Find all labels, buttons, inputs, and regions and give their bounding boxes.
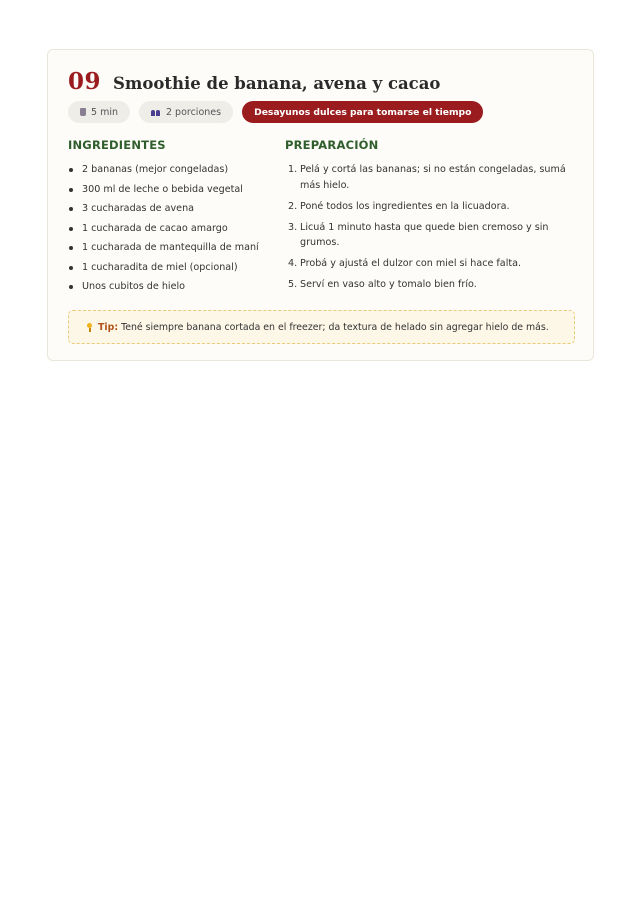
bullet-icon — [69, 227, 73, 231]
time-value: 5 min — [91, 106, 118, 118]
bullet-icon — [69, 246, 73, 250]
recipe-title: Smoothie de banana, avena y cacao — [113, 74, 441, 93]
step-text: Poné todos los ingredientes en la licuadora. — [300, 200, 510, 212]
ingredients-heading: INGREDIENTES — [68, 138, 166, 152]
time-badge — [68, 101, 130, 123]
people-icon — [151, 109, 161, 116]
bullet-icon — [69, 168, 73, 172]
ingredient-text: 300 ml de leche o bebida vegetal — [82, 183, 243, 195]
step-item — [285, 277, 575, 293]
ingredient-item — [68, 279, 268, 299]
bullet-icon — [69, 207, 73, 211]
bullet-icon — [69, 266, 73, 270]
ingredient-text: 3 cucharadas de avena — [82, 203, 195, 214]
tip-text: Tené siempre banana cortada en el freezer; da textura de helado sin agregar hielo de más. — [121, 321, 549, 333]
preparation-steps — [285, 162, 575, 298]
step-text: Pelá y cortá las bananas; si no están congeladas, sumá más hielo. — [300, 164, 566, 191]
ingredient-text: 1 cucharada de mantequilla de maní — [82, 242, 259, 253]
step-number: 1. — [288, 164, 298, 175]
servings-badge — [139, 101, 233, 123]
ingredient-item — [68, 182, 268, 202]
ingredient-item — [68, 162, 268, 182]
step-text: Probá y ajustá el dulzor con miel si hace falta. — [300, 258, 522, 269]
step-item — [285, 162, 575, 193]
preparation-heading: PREPARACIÓN — [285, 138, 379, 152]
ingredient-text: 2 bananas (mejor congeladas) — [82, 164, 229, 175]
ingredient-item — [68, 260, 268, 280]
recipe-card — [47, 49, 594, 361]
ingredient-item — [68, 240, 268, 260]
ingredient-text: 1 cucharada de cacao amargo — [82, 222, 228, 234]
tip-box — [68, 310, 575, 344]
cup-icon — [80, 108, 86, 116]
servings-value: 2 porciones — [165, 106, 222, 118]
step-item — [285, 220, 575, 251]
category-label: Desayunos dulces para tomarse el tiempo — [254, 106, 472, 118]
step-number: 2. — [288, 200, 298, 212]
ingredient-item — [68, 221, 268, 241]
bullet-icon — [69, 188, 73, 192]
ingredient-text: 1 cucharadita de miel (opcional) — [82, 261, 238, 273]
step-number: 3. — [288, 221, 298, 233]
step-item — [285, 199, 575, 215]
step-text: Serví en vaso alto y tomalo bien frío. — [300, 279, 477, 290]
step-number: 4. — [288, 258, 298, 269]
ingredient-item — [68, 201, 268, 221]
ingredients-list — [68, 162, 268, 299]
recipe-meta — [68, 101, 483, 123]
bullet-icon — [69, 285, 73, 289]
lightbulb-icon — [87, 323, 92, 332]
category-badge — [242, 101, 483, 123]
step-item — [285, 256, 575, 272]
recipe-number: 09 — [68, 68, 102, 95]
ingredient-text: Unos cubitos de hielo — [82, 281, 186, 292]
step-number: 5. — [288, 279, 298, 290]
recipe-header — [68, 68, 440, 95]
tip-label: Tip: — [98, 321, 119, 333]
step-text: Licuá 1 minuto hasta que quede bien cremoso y sin grumos. — [300, 221, 549, 248]
